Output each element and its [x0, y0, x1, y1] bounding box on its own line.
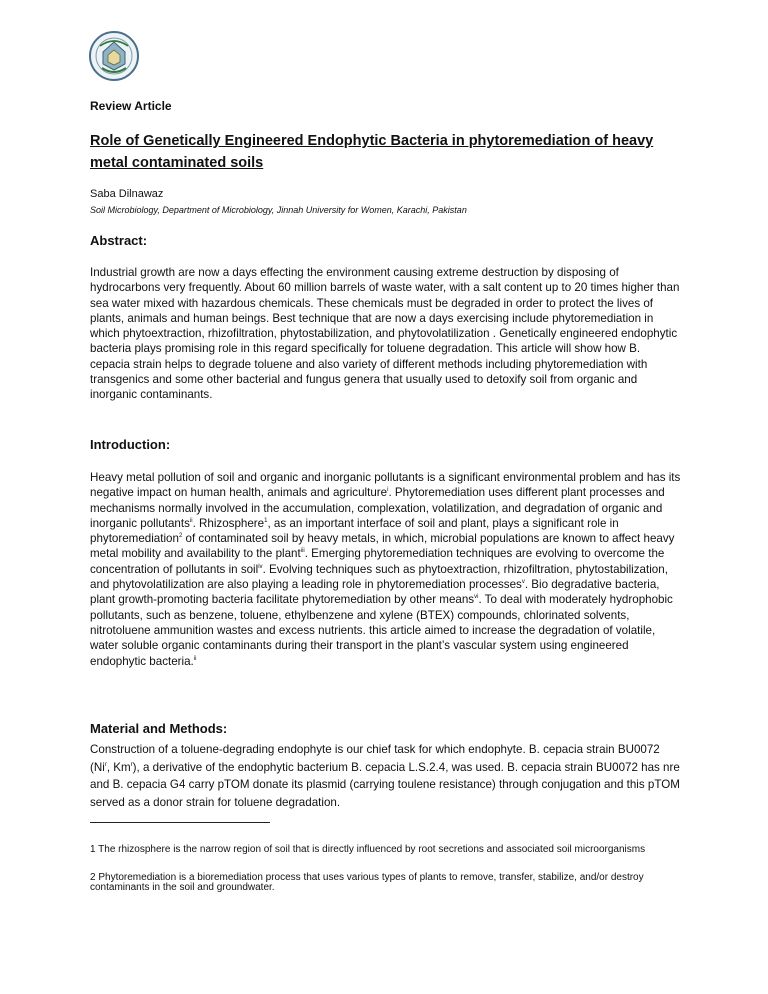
footnote-2: 2 Phytoremediation is a bioremediation process that uses various types of plants to remove, transfer, stabilize, and/or destroy contaminants in the soil and groundwater.	[90, 872, 644, 893]
footnote-ref: 2	[178, 533, 183, 540]
article-title: Role of Genetically Engineered Endophytic Bacteria in phytoremediation of heavy metal contaminated soils	[90, 133, 654, 171]
citation-ref: iii	[300, 548, 305, 555]
author-name: Saba Dilnawaz	[90, 188, 164, 200]
abstract-heading: Abstract:	[90, 233, 148, 248]
abstract-body: Industrial growth are now a days effecting the environment causing extreme destruction by disposing of hydrocarbons very frequently. About 60 million barrels of waste water, with a salt content up to 20 times higher than sea water mixed with hazardous chemicals. These chemicals must be degraded in order to protect the lives of plants, animals and human beings. Best technique that are now a days exercising include phytoremediation in which phytoextraction, rhizofiltration, phytostabilization, and phytovolatilization . Genetically engineered endophytic bacteria plays promising role in this regard specifically for toluene degradation. This article will show how B. cepacia strain helps to degrade toluene and also variety of different methods including phytoremediation with transgenics and some other bacterial and fungus genera that usually used to detoxify soil from organic and inorganic contaminants.	[90, 266, 680, 402]
introduction-heading: Introduction:	[90, 437, 171, 452]
author-affiliation: Soil Microbiology, Department of Microbiology, Jinnah University for Women, Karachi, Pakistan	[90, 205, 467, 215]
footnote-ref: 1	[264, 518, 268, 525]
superscript-r: r	[104, 761, 107, 768]
citation-ref: v	[521, 579, 525, 586]
citation-ref: i	[387, 487, 389, 494]
superscript-r: r	[130, 761, 133, 768]
introduction-body: Heavy metal pollution of soil and organic and inorganic pollutants is a significant environmental problem and has its negative impact on human health, animals and agriculture$^i$. Phytoremediation uses different plant processes and mechanisms normally involved in the accumulation, complexation, volatilization, and degradation of organic and inorganic pollutants$^{ii}$. Rhizosphere$^1$, as an important interface of soil and plant, plays a significant role in phytoremediation$^2$ of contaminated soil by heavy metals, in which, microbial populations are known to affect heavy metal mobility and availability to the plant$^{iii}$. Emerging phytoremediation techniques are evolving to overcome the concentration of pollutants in soil$^{iv}$. Evolving techniques such as phytoextraction, rhizofiltration, phytostabilization, and phytovolatilization are also playing a leading role in phytoremediation processes$^v$. Bio degradative bacteria, plant growth-promoting bacteria facilitate phytoremediation by other means$^{vi}$. To deal with moderately hydrophobic pollutants, such as benzene, toluene, ethylbenzene and xylene (BTEX) compounds, chlorinated solvents, nitrotoluene ammunition wastes and excess nutrients. this article aimed to increase the degradation of volatile, water soluble organic contaminants during their transport in the plant’s vascular system using engineered endophytic bacteria.$^{ii}$	[90, 471, 681, 668]
footnote-separator	[90, 822, 270, 823]
citation-ref: ii	[193, 655, 197, 662]
university-seal-logo	[88, 30, 140, 82]
methods-body: Construction of a toluene-degrading endophyte is our chief task for which endophyte. B. cepacia strain BU0072 (Ni$^r$, Km$^r$), a derivative of the endophytic bacterium B. cepacia L.S.2.4, was used. B. cepacia strain BU0072 has nre and B. cepacia G4 carry pTOM donate its plasmid (carrying toulene resistance) through conjugation and this pTOM served as a donor strain for toluene degradation.	[90, 743, 680, 809]
citation-ref: ii	[189, 518, 193, 525]
citation-ref: vi	[474, 594, 479, 601]
footnote-1: 1 The rhizosphere is the narrow region of soil that is directly influenced by root secretions and associated soil microorganisms	[90, 844, 646, 855]
methods-heading: Material and Methods:	[90, 721, 228, 736]
article-type-label: Review Article	[90, 99, 172, 113]
citation-ref: iv	[258, 563, 263, 570]
